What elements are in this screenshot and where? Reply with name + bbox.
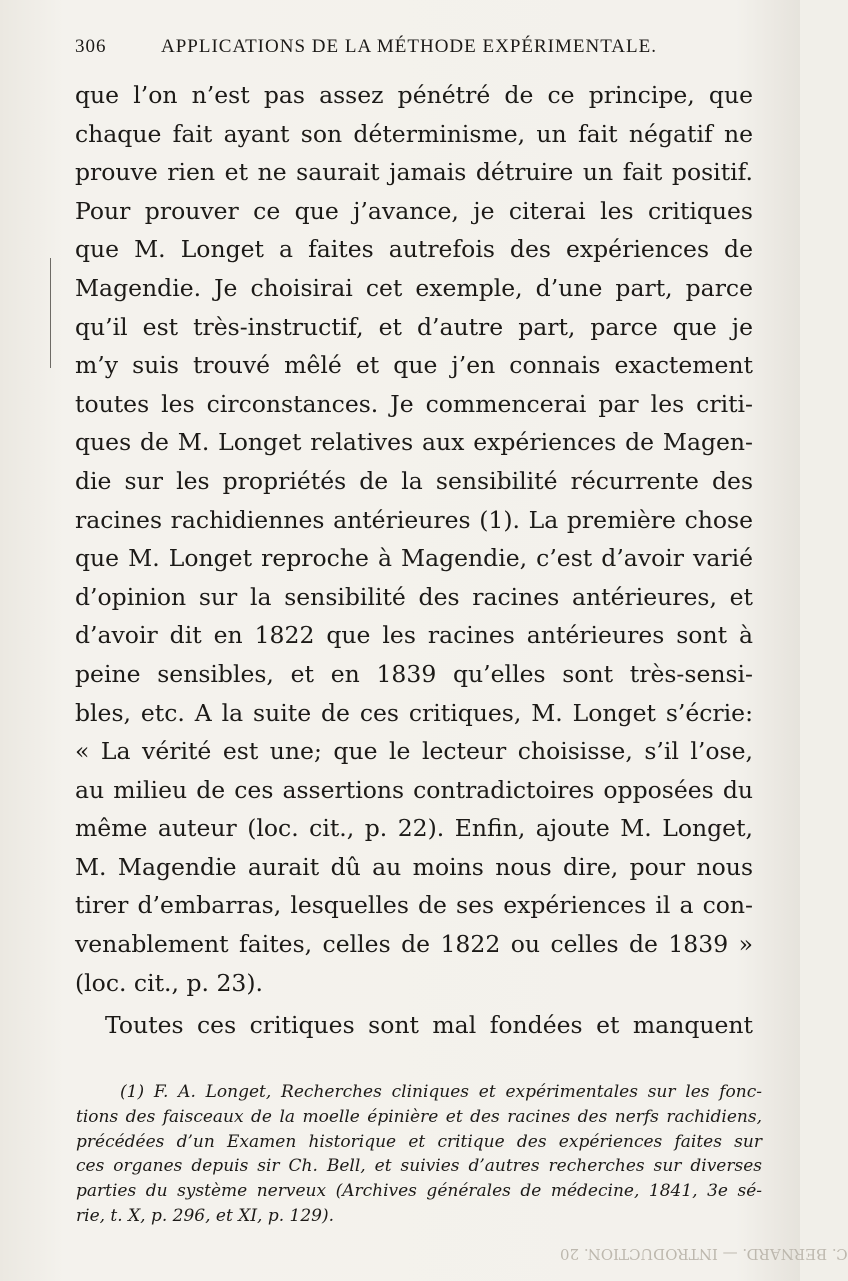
text-line: chaque fait ayant son déterminisme, un fait négatif ne: [75, 119, 753, 148]
page-header: [75, 36, 755, 62]
text-line: venablement faites, celles de 1822 ou celles de 1839 »: [75, 930, 753, 959]
footnote-line: (1) F. A. Longet, Recherches cliniques et expérimentales sur les fonc-: [120, 1082, 762, 1102]
text-line: racines rachidiennes antérieures (1). La première chose: [75, 505, 753, 534]
text-line: que M. Longet a faites autrefois des expériences de: [75, 235, 753, 264]
text-line: die sur les propriétés de la sensibilité récurrente des: [75, 466, 753, 495]
text-line: « La vérité est une; que le lecteur choisisse, s’il l’ose,: [75, 737, 753, 766]
footnote-line: rie, t. X, p. 296, et XI, p. 129).: [76, 1205, 335, 1226]
text-line: même auteur (loc. cit., p. 22). Enfin, ajoute M. Longet,: [75, 814, 753, 843]
text-line: que M. Longet reproche à Magendie, c’est d’avoir varié: [75, 544, 753, 573]
text-line: peine sensibles, et en 1839 qu’elles sont très-sensi-: [75, 659, 753, 688]
footnote-line: tions des faisceaux de la moelle épinière et des racines des nerfs rachidiens,: [76, 1106, 762, 1127]
text-line: M. Magendie aurait dû au moins nous dire, pour nous: [75, 852, 753, 881]
text-line: bles, etc. A la suite de ces critiques, M. Longet s’écrie:: [75, 698, 753, 727]
text-line: tirer d’embarras, lesquelles de ses expériences il a con-: [75, 891, 753, 920]
text-line: Pour prouver ce que j’avance, je citerai les critiques: [75, 196, 753, 225]
text-line: d’opinion sur la sensibilité des racines antérieures, et: [75, 582, 753, 611]
show-through-text: C. BERNARD. — INTRODUCTION. 20: [560, 1245, 848, 1263]
running-head: APPLICATIONS DE LA MÉTHODE EXPÉRIMENTALE.: [161, 36, 657, 57]
page-number: 306: [75, 36, 107, 57]
paragraph-start-line: Toutes ces critiques sont mal fondées et manquent: [105, 1011, 753, 1040]
margin-pencil-mark: [50, 258, 51, 368]
body-text: [75, 76, 753, 1045]
text-line: qu’il est très-instructif, et d’autre part, parce que je: [75, 312, 753, 341]
text-line: toutes les circonstances. Je commencerai par les criti-: [75, 389, 753, 418]
footnote-line: parties du système nerveux (Archives générales de médecine, 1841, 3e sé-: [76, 1181, 762, 1202]
text-line: (loc. cit., p. 23).: [75, 968, 263, 997]
footnote-line: précédées d’un Examen historique et critique des expériences faites sur: [76, 1131, 762, 1152]
text-line: au milieu de ces assertions contradictoires opposées du: [75, 775, 753, 804]
text-line: d’avoir dit en 1822 que les racines antérieures sont à: [75, 621, 753, 650]
text-line: Magendie. Je choisirai cet exemple, d’une part, parce: [75, 273, 753, 302]
footnote: [76, 1080, 762, 1229]
footnote-line: ces organes depuis sir Ch. Bell, et suivies d’autres recherches sur diverses: [76, 1156, 762, 1177]
text-line: que l’on n’est pas assez pénétré de ce principe, que: [75, 81, 753, 109]
text-line: m’y suis trouvé mêlé et que j’en connais exactement: [75, 351, 753, 380]
text-line: prouve rien et ne saurait jamais détruire un fait positif.: [75, 158, 753, 187]
text-line: ques de M. Longet relatives aux expériences de Magen-: [75, 428, 753, 457]
